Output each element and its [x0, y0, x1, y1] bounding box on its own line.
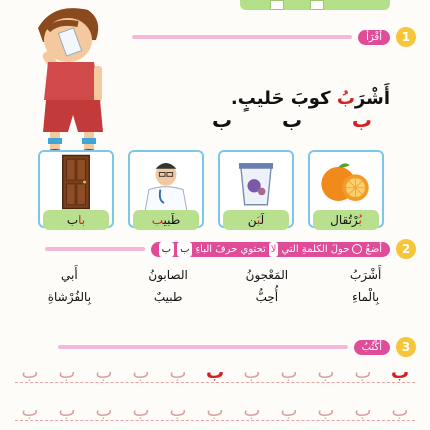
word-item[interactable]: المَعْجونُ — [245, 268, 289, 282]
section-1-number: 1 — [396, 27, 416, 47]
caption-text: ب — [66, 213, 79, 227]
strip-tab — [270, 0, 284, 10]
word-item[interactable]: طبيبٌ — [153, 290, 183, 304]
trace-letter[interactable]: ب — [317, 400, 335, 421]
instruction-text: أضعُ — [365, 243, 382, 255]
word-grid — [20, 268, 415, 304]
model-letter: ب — [390, 362, 410, 383]
card-doctor-caption — [133, 210, 199, 230]
trace-letter[interactable]: ب — [280, 400, 298, 421]
section-1-bar — [132, 35, 352, 39]
section-3-number: 3 — [396, 337, 416, 357]
card-orange-caption — [313, 210, 379, 230]
section-2-header — [45, 240, 416, 258]
section-1-title: أَقْرَأُ — [358, 30, 390, 45]
trace-letter[interactable]: ب — [280, 362, 298, 383]
yogurt-icon — [220, 152, 292, 212]
trace-letter[interactable]: ب — [58, 400, 76, 421]
section-3-bar — [58, 345, 348, 349]
boy-drinking-milk-illustration — [8, 0, 138, 160]
word-item[interactable]: أَشْرَبُ — [349, 268, 382, 282]
instruction-text: تحتوي حرفَ الباءِ — [195, 243, 266, 255]
writing-row-2 — [15, 400, 415, 421]
trace-letter[interactable]: ب — [58, 362, 76, 383]
word-item[interactable]: أُحِبُّ — [255, 290, 279, 304]
caption-letter: بُ — [358, 213, 362, 227]
letter-box-a: ب — [177, 242, 192, 257]
card-yogurt-caption — [223, 210, 289, 230]
caption-letter: با — [78, 213, 86, 227]
trace-letter[interactable]: ب — [206, 400, 224, 421]
model-letter: ب — [205, 362, 225, 383]
letter-row — [212, 108, 372, 132]
caption-letter: ب — [151, 213, 164, 227]
section-2-instruction — [151, 242, 390, 257]
word-item[interactable]: أَبي — [61, 268, 78, 282]
circle-icon — [352, 244, 362, 254]
word-item[interactable]: بِالْماءِ — [352, 290, 380, 304]
word-item[interactable]: بِالفُرْشاةِ — [47, 290, 92, 304]
letter-ba-2: ب — [281, 108, 303, 132]
instruction-negation: لا — [270, 243, 277, 255]
doctor-icon — [130, 152, 202, 212]
card-door-caption — [43, 210, 109, 230]
section-2-number: 2 — [396, 239, 416, 259]
section-3-title: أَكْتُبُ — [354, 340, 390, 355]
trace-letter[interactable]: ب — [95, 400, 113, 421]
sentence-highlight-letter: بُ — [336, 88, 355, 109]
trace-letter[interactable]: ب — [132, 400, 150, 421]
trace-letter[interactable]: ب — [21, 400, 39, 421]
trace-letter[interactable]: ب — [169, 400, 187, 421]
trace-letter[interactable]: ب — [243, 362, 261, 383]
orange-icon — [310, 152, 382, 212]
sentence-rest: كوبَ حَليبٍ. — [230, 88, 337, 109]
trace-letter[interactable]: ب — [132, 362, 150, 383]
caption-text: لَ — [260, 213, 265, 227]
trace-letter[interactable]: ب — [354, 400, 372, 421]
section-3-header — [58, 338, 416, 356]
letter-box-b: ب — [159, 242, 174, 257]
section-2-bar — [45, 247, 145, 251]
writing-row-1 — [15, 362, 415, 383]
trace-letter[interactable]: ب — [21, 362, 39, 383]
top-decoration-strip — [240, 0, 390, 10]
trace-letter[interactable]: ب — [391, 400, 409, 421]
trace-letter[interactable]: ب — [354, 362, 372, 383]
trace-letter[interactable]: ب — [243, 400, 261, 421]
door-icon — [40, 152, 112, 212]
section-1-header — [132, 28, 416, 46]
letter-ba-3: ب — [212, 108, 233, 132]
strip-tab — [310, 0, 324, 10]
reading-sentence — [190, 88, 390, 109]
trace-letter[interactable]: ب — [95, 362, 113, 383]
word-item[interactable]: الصابونُ — [148, 268, 188, 282]
trace-letter[interactable]: ب — [317, 362, 335, 383]
caption-text: رْتُقال — [330, 213, 359, 227]
caption-text: طَبي — [163, 213, 181, 227]
caption-text: ن — [247, 213, 257, 227]
instruction-text: حولَ الكلمةِ التي — [281, 243, 350, 255]
letter-ba-1: ب — [351, 108, 372, 132]
sentence-word-part: أَشْرَ — [354, 88, 390, 109]
caption-letter: بَ — [256, 213, 261, 227]
trace-letter[interactable]: ب — [169, 362, 187, 383]
